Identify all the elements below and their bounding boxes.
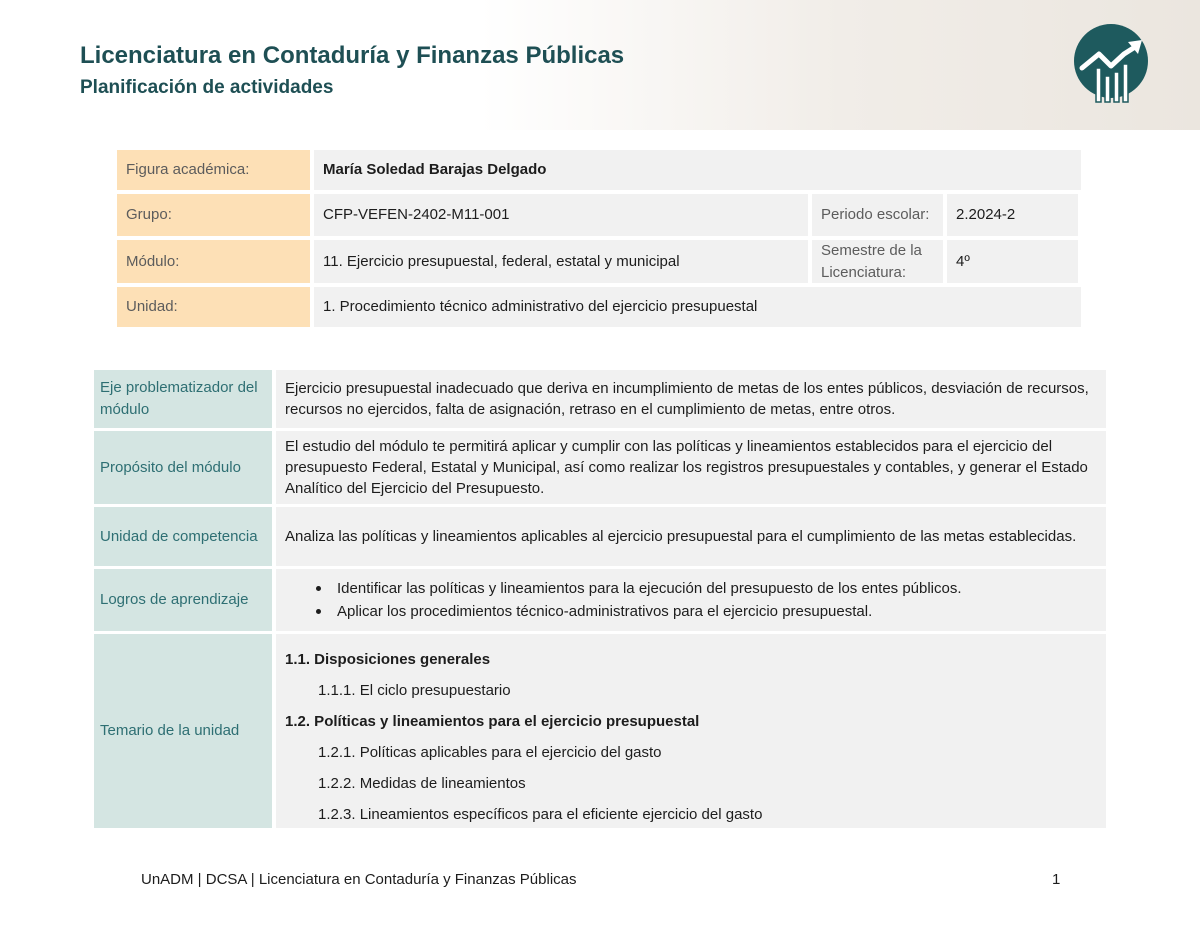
figura-value: María Soledad Barajas Delgado [314, 150, 1081, 190]
growth-chart-logo-icon [1072, 22, 1150, 104]
list-item: Identificar las políticas y lineamientos para la ejecución del presupuesto de los entes públicos. [285, 577, 962, 600]
competencia-value: Analiza las políticas y lineamientos aplicables al ejercicio presupuestal para el cumplimiento de las metas establecidas. [276, 507, 1106, 566]
syllabus-topic: 1.2. Políticas y lineamientos para el ejercicio presupuestal [285, 713, 700, 730]
document-title: Licenciatura en Contaduría y Finanzas Públicas [80, 42, 625, 69]
semestre-label: Semestre de la Licenciatura: [812, 240, 943, 283]
syllabus-list [285, 644, 1097, 830]
temario-value [276, 634, 1106, 828]
periodo-label: Periodo escolar: [812, 194, 943, 236]
footer-text: UnADM | DCSA | Licenciatura en Contaduría y Finanzas Públicas [141, 871, 577, 888]
info-row-modulo [117, 240, 1081, 283]
syllabus-subtopic: 1.2.2. Medidas de lineamientos [318, 775, 526, 792]
temario-label: Temario de la unidad [94, 634, 272, 828]
logros-value [276, 569, 1106, 631]
competencia-label: Unidad de competencia [94, 507, 272, 566]
unidad-label: Unidad: [117, 287, 310, 327]
row-logros [94, 569, 1106, 631]
grupo-label: Grupo: [117, 194, 310, 236]
logros-label: Logros de aprendizaje [94, 569, 272, 631]
syllabus-subtopic: 1.1.1. El ciclo presupuestario [318, 682, 511, 699]
info-row-figura [117, 150, 1081, 190]
proposito-label: Propósito del módulo [94, 431, 272, 504]
course-info-table [117, 150, 1081, 331]
semestre-value: 4º [947, 240, 1078, 283]
list-item: Aplicar los procedimientos técnico-administrativos para el ejercicio presupuestal. [285, 600, 962, 623]
modulo-value: 11. Ejercicio presupuestal, federal, estatal y municipal [314, 240, 808, 283]
page-header [0, 0, 1200, 130]
eje-value: Ejercicio presupuestal inadecuado que deriva en incumplimiento de metas de los entes públicos, desviación de recursos, recursos no ejercidos, falta de asignación, retraso en el cumplimiento de metas, entre otros. [276, 370, 1106, 428]
row-proposito [94, 431, 1106, 504]
info-row-unidad [117, 287, 1081, 327]
eje-label: Eje problematizador del módulo [94, 370, 272, 428]
row-eje [94, 370, 1106, 428]
document-subtitle: Planificación de actividades [80, 77, 334, 98]
unidad-value: 1. Procedimiento técnico administrativo del ejercicio presupuestal [314, 287, 1081, 327]
proposito-value: El estudio del módulo te permitirá aplicar y cumplir con las políticas y lineamientos establecidos para el ejercicio del presupuesto Federal, Estatal y Municipal, así como realizar los registros presupuestales y contables, y generar el Estado Analítico del Ejercicio del Presupuesto. [276, 431, 1106, 504]
page-number: 1 [1052, 871, 1061, 888]
logros-list [285, 577, 962, 623]
syllabus-subtopic: 1.2.1. Políticas aplicables para el ejercicio del gasto [318, 744, 662, 761]
periodo-value: 2.2024-2 [947, 194, 1078, 236]
figura-label: Figura académica: [117, 150, 310, 190]
modulo-label: Módulo: [117, 240, 310, 283]
info-row-grupo [117, 194, 1081, 236]
row-competencia [94, 507, 1106, 566]
grupo-value: CFP-VEFEN-2402-M11-001 [314, 194, 808, 236]
row-temario [94, 634, 1106, 828]
syllabus-subtopic: 1.2.3. Lineamientos específicos para el eficiente ejercicio del gasto [318, 806, 763, 823]
syllabus-topic: 1.1. Disposiciones generales [285, 651, 491, 668]
module-details-table [94, 370, 1106, 831]
